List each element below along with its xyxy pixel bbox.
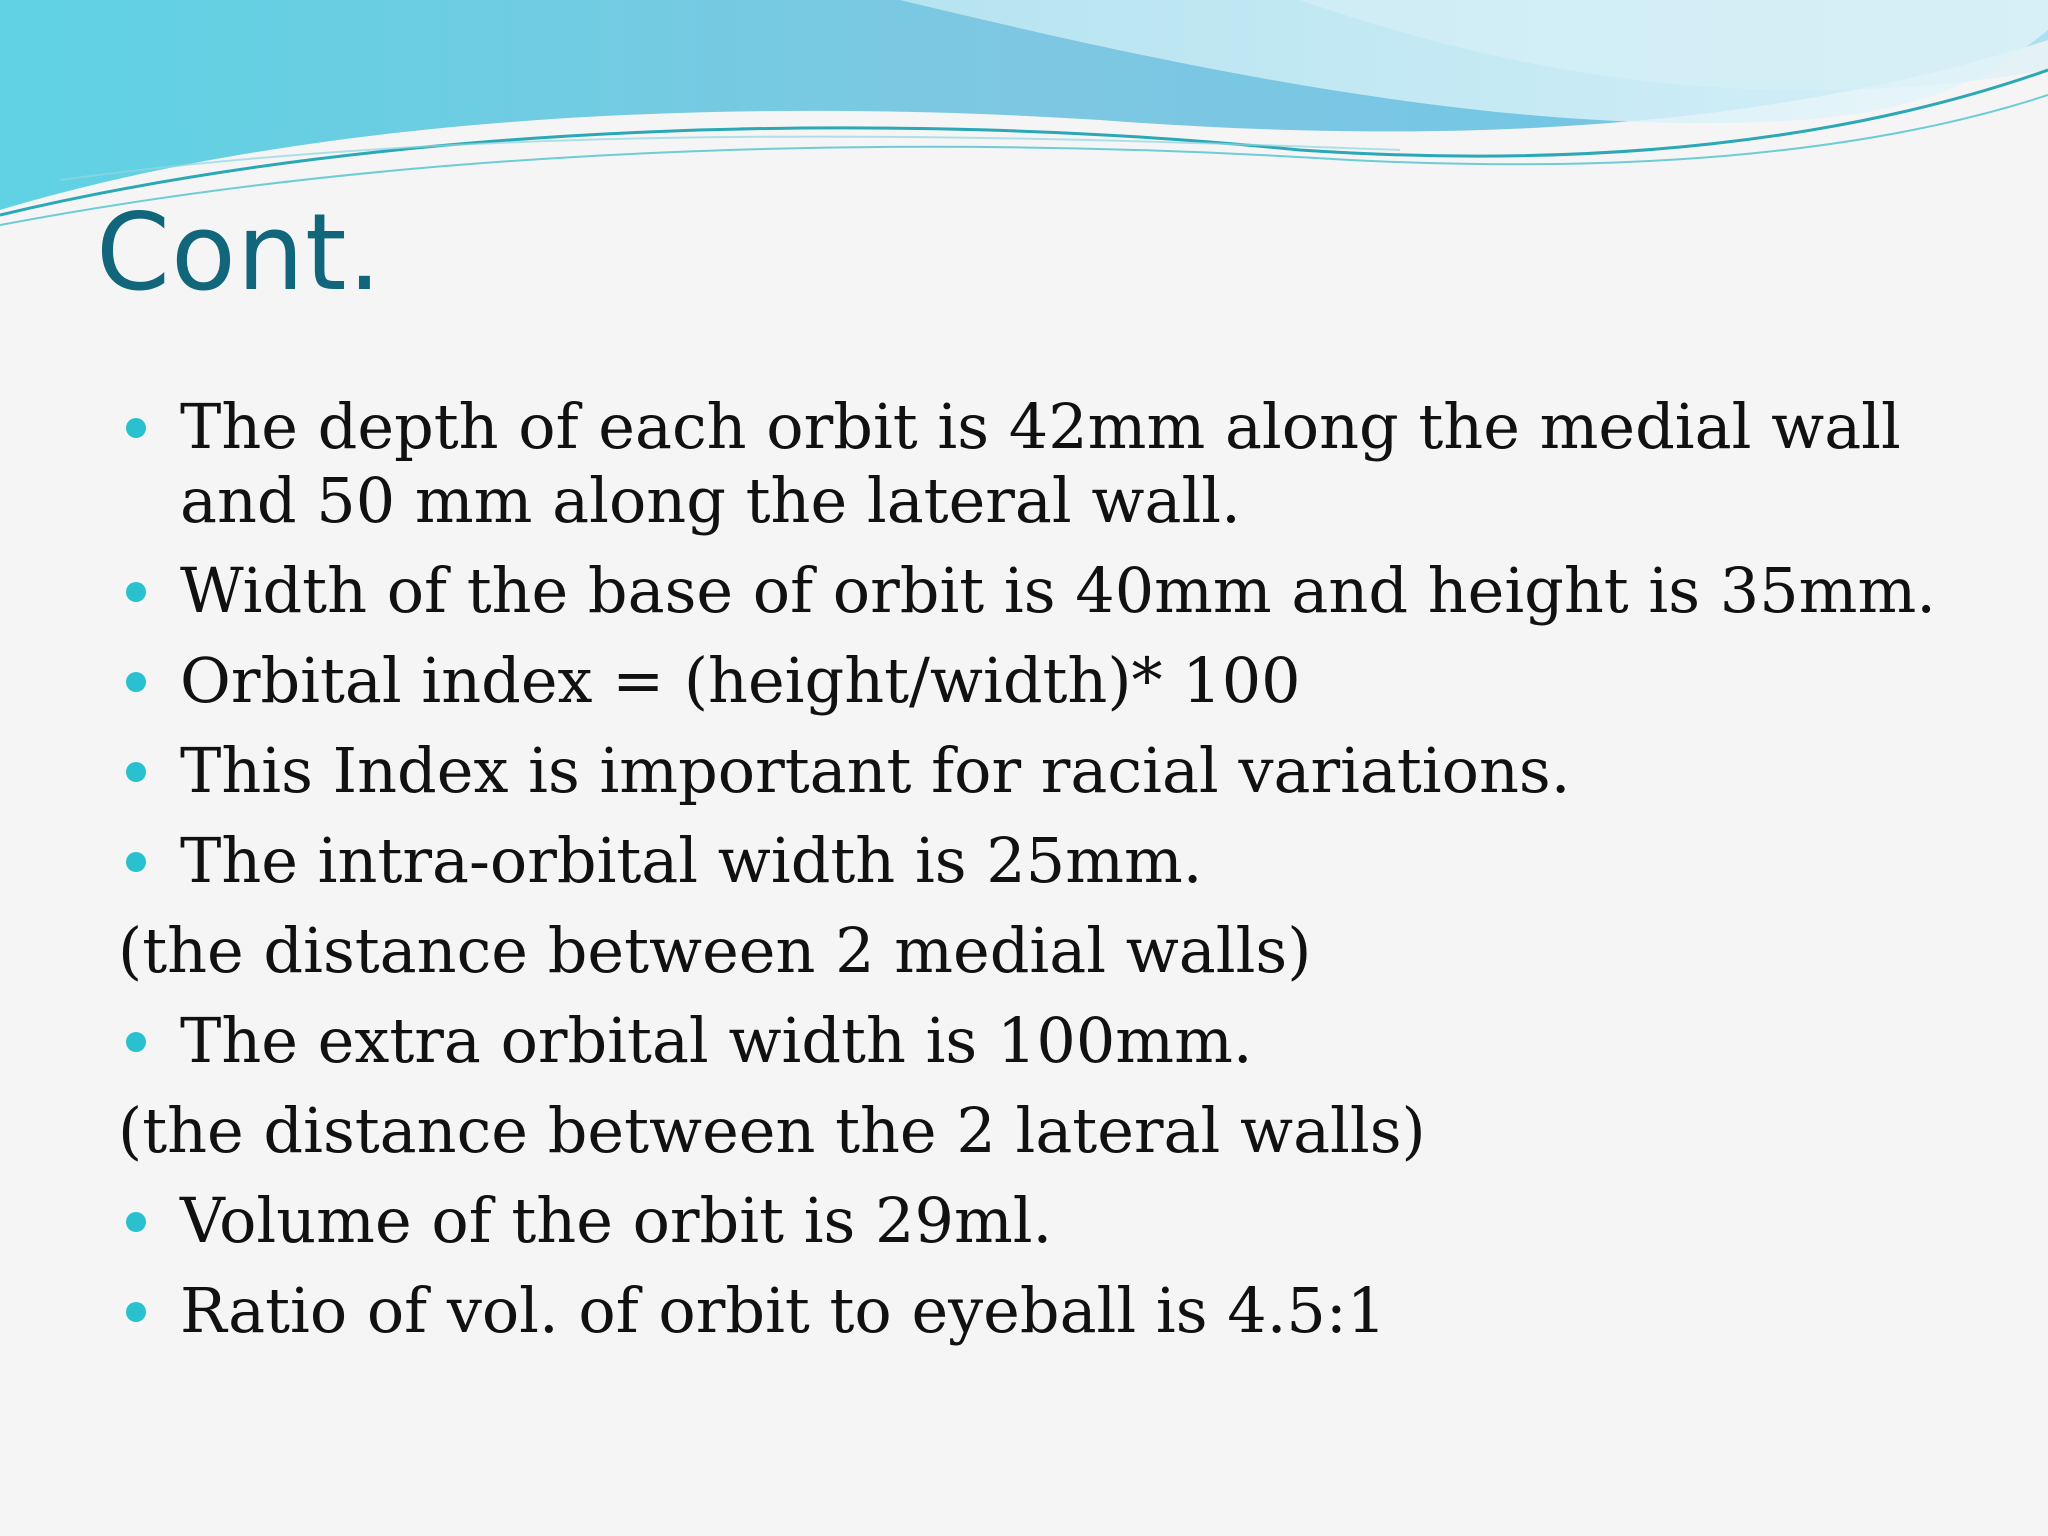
list-item-text: Ratio of vol. of orbit to eyeball is 4.5:1 — [180, 1274, 1387, 1347]
list-item — [118, 644, 1998, 718]
list-item-text: Volume of the orbit is 29ml. — [180, 1184, 1053, 1257]
bullet-dot-icon — [126, 1032, 146, 1052]
list-note — [118, 1094, 1998, 1168]
list-item — [118, 390, 1998, 538]
list-item-text: The extra orbital width is 100mm. — [180, 1004, 1253, 1077]
list-item — [118, 1274, 1998, 1348]
bullet-dot-icon — [126, 852, 146, 872]
slide-title: Cont. — [96, 191, 383, 314]
list-note-text: (the distance between the 2 lateral walls) — [118, 1094, 1426, 1167]
bullet-dot-icon — [126, 418, 146, 438]
bullet-dot-icon — [126, 762, 146, 782]
list-item-text: This Index is important for racial variations. — [180, 734, 1571, 807]
bullet-dot-icon — [126, 1302, 146, 1322]
list-item — [118, 824, 1998, 898]
list-item-text: Orbital index = (height/width)* 100 — [180, 644, 1301, 717]
list-note — [118, 914, 1998, 988]
list-item — [118, 1004, 1998, 1078]
bullet-dot-icon — [126, 582, 146, 602]
list-item-text: The intra-orbital width is 25mm. — [180, 824, 1203, 897]
bullet-dot-icon — [126, 1212, 146, 1232]
bullet-list — [118, 390, 1998, 1364]
list-item-text: The depth of each orbit is 42mm along the medial wall and 50 mm along the lateral wall. — [180, 390, 1901, 537]
list-item-text: Width of the base of orbit is 40mm and height is 35mm. — [180, 554, 1936, 627]
bullet-dot-icon — [126, 672, 146, 692]
list-item — [118, 554, 1998, 628]
list-item — [118, 734, 1998, 808]
list-note-text: (the distance between 2 medial walls) — [118, 914, 1312, 987]
list-item — [118, 1184, 1998, 1258]
